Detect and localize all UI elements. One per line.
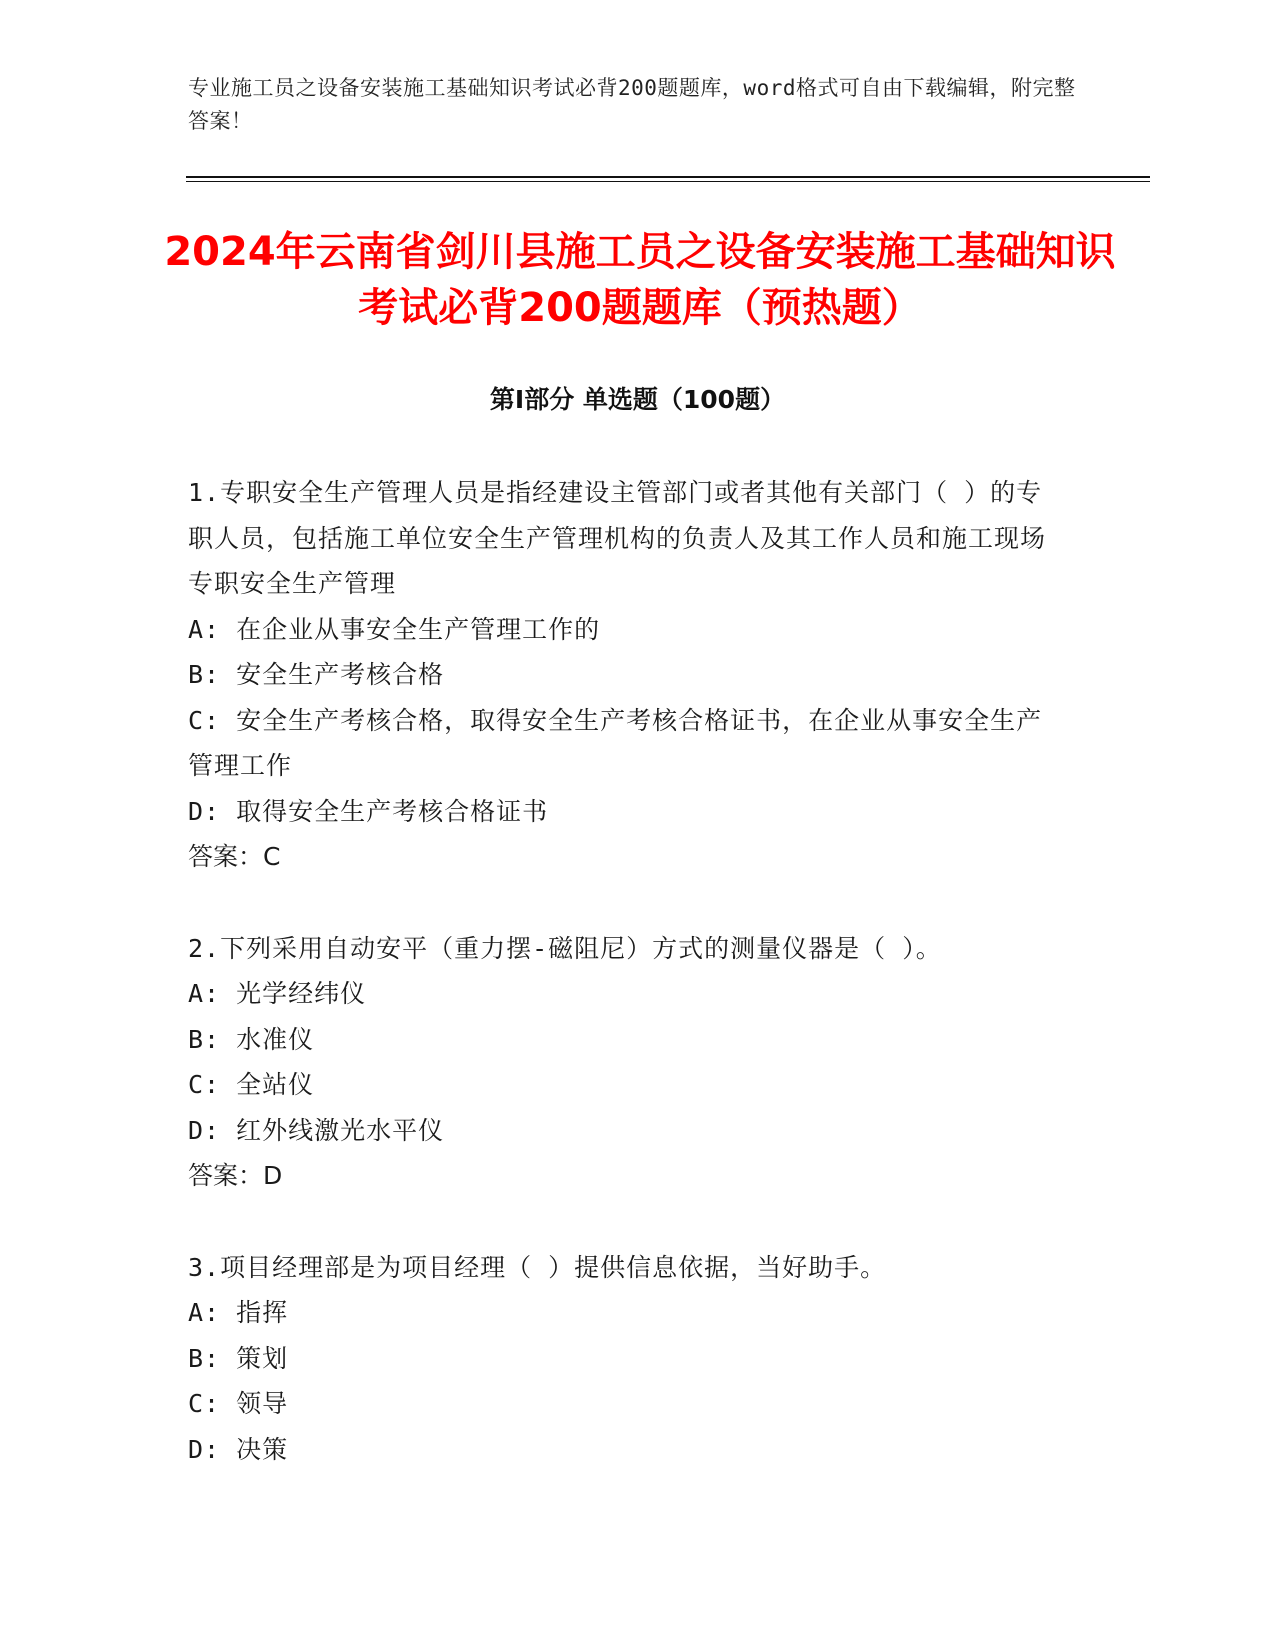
option-c: C: 全站仪 (188, 1070, 315, 1099)
question-2 (188, 926, 1068, 1199)
header-divider-thick (186, 176, 1150, 178)
option-c: C: 领导 (188, 1389, 289, 1418)
option-d: D: 取得安全生产考核合格证书 (188, 796, 549, 826)
question-3 (188, 1245, 1068, 1473)
option-b: B: 水准仪 (188, 1024, 315, 1054)
section-heading: 第I部分 单选题（100题） (489, 385, 786, 414)
answer-line: 答案：C (188, 842, 281, 871)
option-c: C: 安全生产考核合格，取得安全生产考核合格证书，在企业从事安全生产管理工作 (188, 705, 1043, 780)
document-title: 2024年云南省剑川县施工员之设备安装施工基础知识考试必背200题题库（预热题） (164, 229, 1116, 331)
option-b: B: 安全生产考核合格 (188, 660, 445, 689)
header-divider-thin (186, 181, 1150, 182)
question-stem: 1.专职安全生产管理人员是指经建设主管部门或者其他有关部门（ ）的专职人员，包括施工单位安全生产管理机构的负责人及其工作人员和施工现场专职安全生产管理 (188, 478, 1047, 598)
question-stem: 3.项目经理部是为项目经理（ ）提供信息依据，当好助手。 (188, 1252, 887, 1282)
option-a: A: 在企业从事安全生产管理工作的 (188, 614, 601, 644)
header-note: 专业施工员之设备安装施工基础知识考试必背200题题库，word格式可自由下载编辑，附完整答案！ (188, 76, 1076, 133)
option-b: B: 策划 (188, 1343, 289, 1373)
option-a: A: 光学经纬仪 (188, 979, 367, 1008)
option-d: D: 决策 (188, 1434, 289, 1464)
question-list (188, 470, 1068, 1518)
answer-line: 答案：D (188, 1161, 283, 1190)
option-d: D: 红外线激光水平仪 (188, 1115, 445, 1145)
question-stem: 2.下列采用自动安平（重力摆-磁阻尼）方式的测量仪器是（ ）。 (188, 933, 942, 963)
option-a: A: 指挥 (188, 1298, 289, 1327)
question-1 (188, 470, 1068, 880)
